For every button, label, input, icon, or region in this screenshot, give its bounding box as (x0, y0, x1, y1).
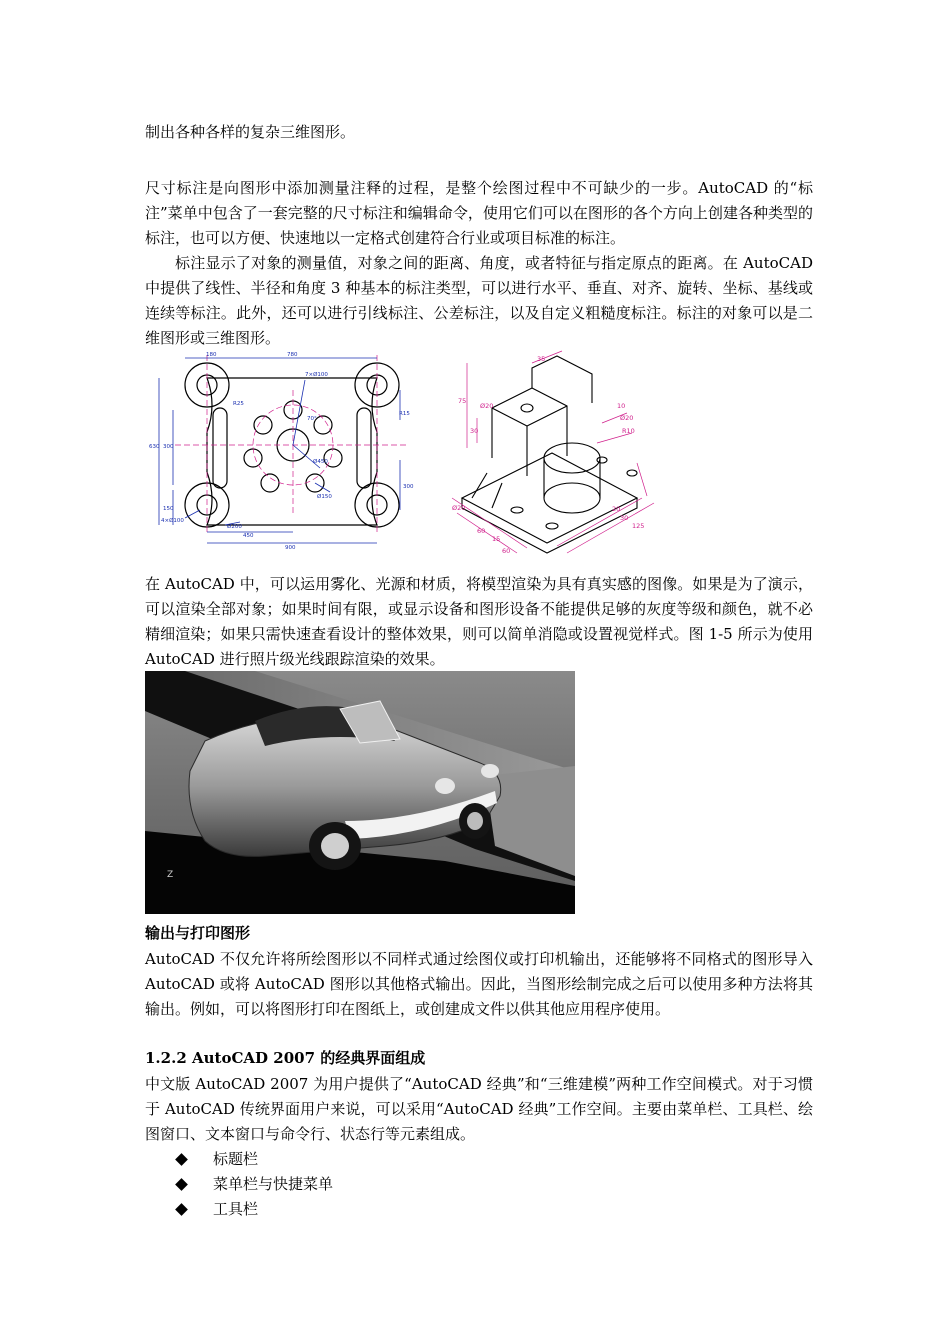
dim-label: 75 (458, 397, 467, 405)
dim-label: 180 (206, 352, 217, 358)
dim-label: 630 (149, 444, 160, 450)
paragraph-dimension-types: 标注显示了对象的测量值，对象之间的距离、角度，或者特征与指定原点的距离。在 AutoCAD 中提供了线性、半径和角度 3 种基本的标注类型，可以进行水平、垂直、对齐、旋转、坐标、基线或连续等标注。此外，还可以进行引线标注、公差标注，以及自定义粗糙度标注。标注的对象可以是二维图形或三维图形。 (145, 254, 813, 347)
paragraph-dimension-intro: 尺寸标注是向图形中添加测量注释的过程，是整个绘图过程中不可缺少的一步。AutoCAD 的“标注”菜单中包含了一套完整的尺寸标注和编辑命令，使用它们可以在图形的各个方向上创建各种类型的标注，也可以方便、快速地以一定格式创建符合行业或项目标准的标注。 (145, 179, 813, 247)
dim-label: 150 (163, 506, 174, 512)
dim-label: Ø150 (317, 494, 332, 500)
dim-label: 15 (492, 535, 501, 543)
paragraph-output: AutoCAD 不仅允许将所绘图形以不同样式通过绘图仪或打印机输出，还能够将不同格式的图形导入 AutoCAD 或将 AutoCAD 图形以其他格式输出。因此，当图形绘制完成之后可以使用多种方法将其输出。例如，可以将图形打印在图纸上，或创建成文件以供其他应用程序使用。 (145, 950, 813, 1018)
dim-label: 20 (612, 505, 621, 513)
dim-label: 10 (617, 402, 626, 410)
figure-2d-dimension-drawing (145, 350, 415, 550)
dim-label: Ø200 (227, 524, 242, 530)
list-item (175, 1172, 333, 1197)
dim-label: 300 (163, 444, 174, 450)
paragraph-rendering: 在 AutoCAD 中，可以运用雾化、光源和材质，将模型渲染为具有真实感的图像。如果是为了演示，可以渲染全部对象；如果时间有限，或显示设备和图形设备不能提供足够的灰度等级和颜色，就不必精细渲染；如果只需快速查看设计的整体效果，则可以简单消隐或设置视觉样式。图 1-5 所示为使用 AutoCAD 进行照片级光线跟踪渲染的效果。 (145, 575, 813, 668)
axis-label-z: Z (167, 870, 174, 880)
paragraph-intro-end: 制出各种各样的复杂三维图形。 (145, 123, 356, 141)
dim-label: Ø450 (313, 459, 328, 465)
dim-label: 900 (285, 545, 296, 550)
dim-label: 30 (620, 514, 629, 522)
dim-label: R15 (399, 411, 410, 417)
dim-label: 4×Ø100 (161, 518, 184, 524)
heading-output-print: 输出与打印图形 (145, 924, 251, 942)
interface-elements-list (175, 1147, 333, 1222)
dim-label: 7×Ø100 (305, 372, 328, 378)
heading-section-1-2-2: 1.2.2 AutoCAD 2007 的经典界面组成 (145, 1049, 426, 1067)
dim-label: 60 (502, 547, 511, 555)
dim-label: 300 (403, 484, 414, 490)
list-item-text: 菜单栏与快捷菜单 (213, 1175, 334, 1193)
dim-label: R25 (233, 401, 244, 407)
list-item (175, 1197, 333, 1222)
dim-label: 450 (243, 533, 254, 539)
rendered-car-image (145, 671, 575, 914)
dim-label: Ø20 (480, 402, 494, 410)
list-item-text: 工具栏 (213, 1200, 259, 1218)
diamond-bullet-icon (175, 1178, 188, 1191)
dim-label: Ø20 (452, 504, 466, 512)
diamond-bullet-icon (175, 1203, 188, 1216)
dim-label: 70° (307, 416, 317, 422)
dim-label: 125 (632, 522, 645, 530)
list-item-text: 标题栏 (213, 1150, 259, 1168)
dim-label: 60 (477, 527, 486, 535)
dim-label: 780 (287, 352, 298, 358)
list-item (175, 1147, 333, 1172)
figure-3d-isometric-drawing (432, 348, 670, 558)
dim-label: 30 (470, 427, 479, 435)
dim-label: Ø20 (620, 414, 634, 422)
paragraph-classic-interface: 中文版 AutoCAD 2007 为用户提供了“AutoCAD 经典”和“三维建模”两种工作空间模式。对于习惯于 AutoCAD 传统界面用户来说，可以采用“AutoCAD 经典”工作空间。主要由菜单栏、工具栏、绘图窗口、文本窗口与命令行、状态行等元素组成。 (145, 1075, 813, 1143)
dim-label: 35 (537, 355, 546, 363)
dim-label: R10 (622, 427, 635, 435)
diamond-bullet-icon (175, 1153, 188, 1166)
